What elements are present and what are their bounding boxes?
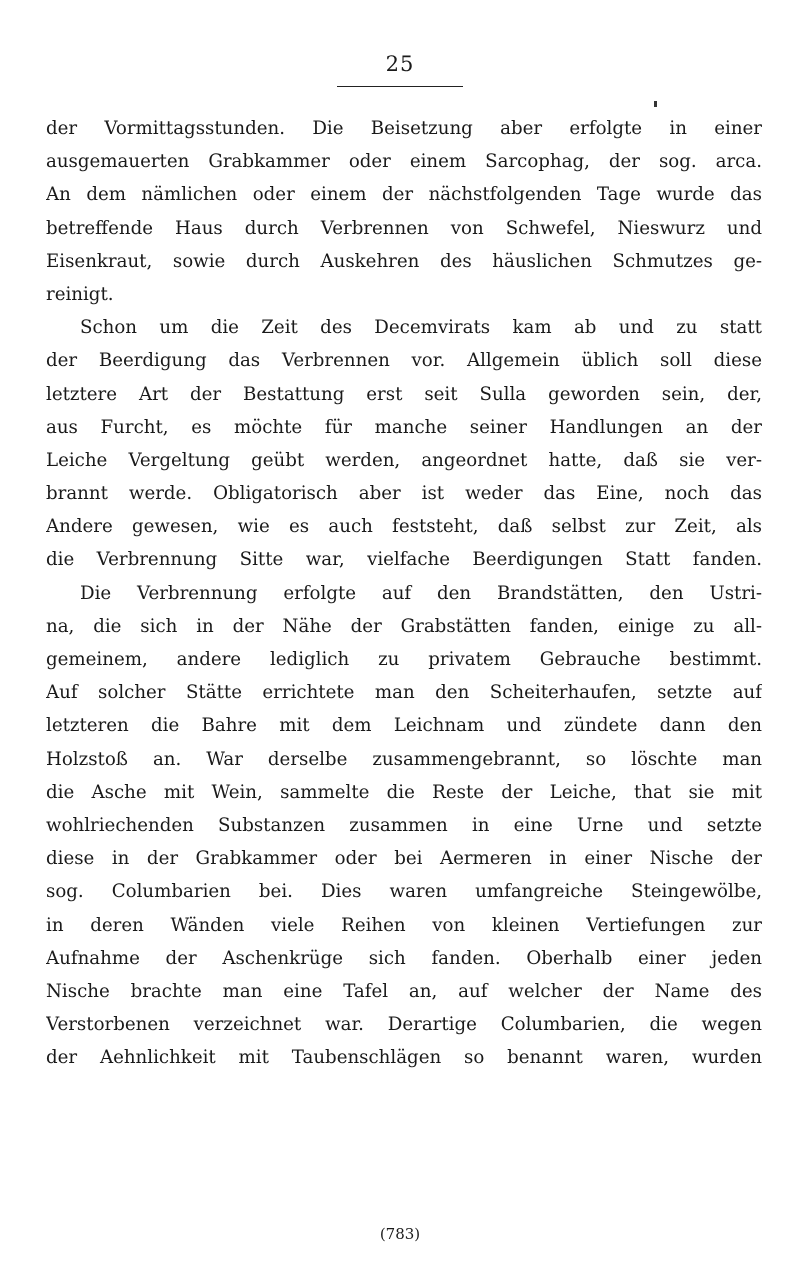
print-speck <box>654 101 657 107</box>
text-line: Leiche Vergeltung geübt werden, angeordnet hatte, daß sie ver- <box>46 449 762 471</box>
text-line: der Aehnlichkeit mit Taubenschlägen so benannt waren, wurden <box>46 1047 762 1069</box>
text-line: letztere Art der Bestattung erst seit Sulla geworden sein, der, <box>46 383 762 405</box>
text-line: Auf solcher Stätte errichtete man den Scheiterhaufen, setzte auf <box>46 682 762 704</box>
text-line: Andere gewesen, wie es auch feststeht, daß selbst zur Zeit, als <box>46 516 762 538</box>
text-line: letzteren die Bahre mit dem Leichnam und zündete dann den <box>46 715 762 737</box>
header-rule <box>337 86 463 87</box>
text-line: die Asche mit Wein, sammelte die Reste der Leiche, that sie mit <box>46 781 762 803</box>
body-text <box>46 112 762 1074</box>
text-line: Nische brachte man eine Tafel an, auf welcher der Name des <box>46 980 762 1002</box>
text-line: in deren Wänden viele Reihen von kleinen Vertiefungen zur <box>46 914 762 936</box>
text-line: Die Verbrennung erfolgte auf den Brandstätten, den Ustri- <box>80 582 762 604</box>
text-line: brannt werde. Obligatorisch aber ist weder das Eine, noch das <box>46 483 762 505</box>
text-line: Verstorbenen verzeichnet war. Derartige Columbarien, die wegen <box>46 1014 762 1036</box>
text-line: der Beerdigung das Verbrennen vor. Allgemein üblich soll diese <box>46 350 762 372</box>
text-line: An dem nämlichen oder einem der nächstfolgenden Tage wurde das <box>46 184 762 206</box>
text-line: Holzstoß an. War derselbe zusammengebrannt, so löschte man <box>46 748 762 770</box>
text-line: betreffende Haus durch Verbrennen von Schwefel, Nieswurz und <box>46 217 762 239</box>
text-line: wohlriechenden Substanzen zusammen in eine Urne und setzte <box>46 814 762 836</box>
text-line: Aufnahme der Aschenkrüge sich fanden. Oberhalb einer jeden <box>46 947 762 969</box>
page-number: 25 <box>385 52 415 76</box>
text-line: Schon um die Zeit des Decemvirats kam ab und zu statt <box>80 317 762 339</box>
text-line: gemeinem, andere lediglich zu privatem Gebrauche bestimmt. <box>46 649 762 670</box>
text-line: die Verbrennung Sitte war, vielfache Beerdigungen Statt fanden. <box>46 549 762 571</box>
text-line: aus Furcht, es möchte für manche seiner Handlungen an der <box>46 416 762 438</box>
text-line: diese in der Grabkammer oder bei Aermeren in einer Nische der <box>46 848 762 870</box>
text-line: ausgemauerten Grabkammer oder einem Sarcophag, der sog. arca. <box>46 151 762 173</box>
text-line: reinigt. <box>46 283 114 305</box>
text-line: na, die sich in der Nähe der Grabstätten fanden, einige zu all- <box>46 615 762 637</box>
text-line: der Vormittagsstunden. Die Beisetzung aber erfolgte in einer <box>46 118 762 139</box>
text-line: sog. Columbarien bei. Dies waren umfangreiche Steingewölbe, <box>46 881 762 903</box>
plate-number: (783) <box>379 1225 421 1243</box>
text-line: Eisenkraut, sowie durch Auskehren des häuslichen Schmutzes ge- <box>46 250 762 272</box>
